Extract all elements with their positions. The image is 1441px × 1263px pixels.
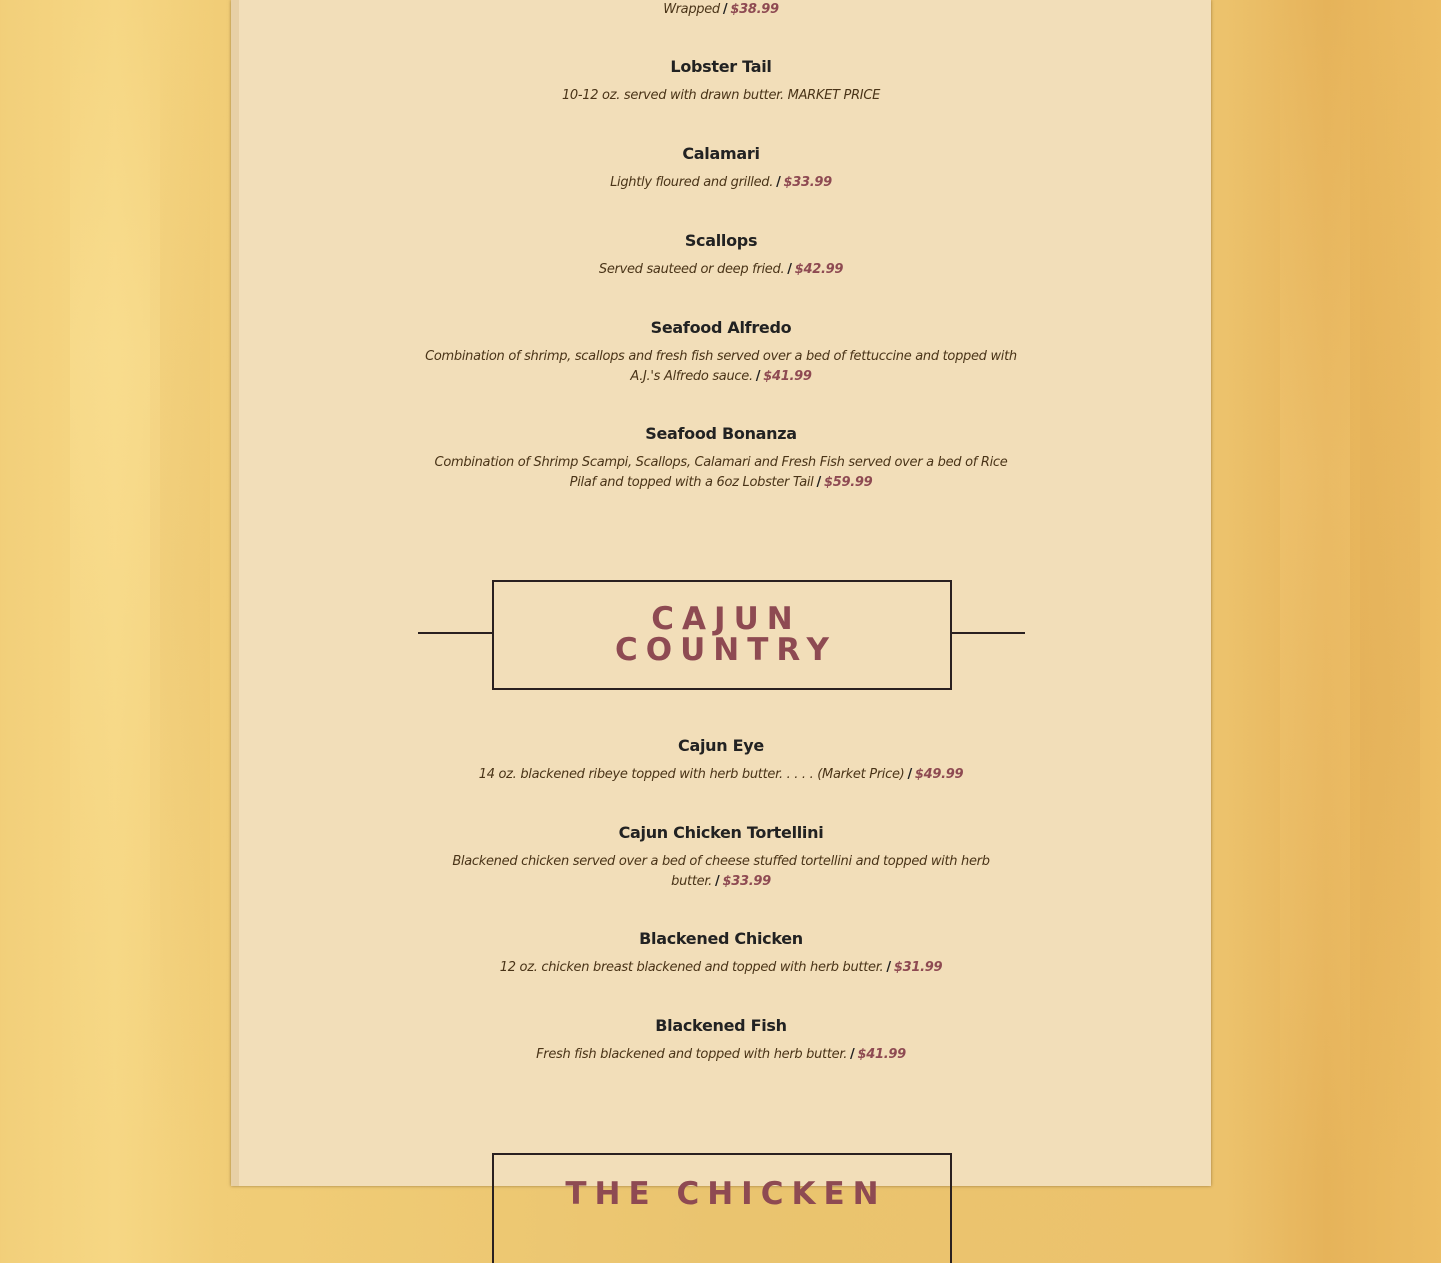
section-header-the-chicken bbox=[418, 1153, 1025, 1212]
menu-item-partial bbox=[231, 0, 1211, 20]
item-price: $31.99 bbox=[893, 960, 943, 975]
item-price: $33.99 bbox=[722, 873, 771, 889]
item-price: $41.99 bbox=[857, 1047, 906, 1062]
item-description: 14 oz. blackened ribeye topped with herb butter. . . . . (Market Price) / $49.99 bbox=[478, 767, 964, 782]
item-name: Cajun Chicken Tortellini bbox=[618, 823, 824, 842]
menu-page bbox=[231, 0, 1211, 1212]
section-title-line2: COUNTRY bbox=[615, 632, 837, 668]
item-description: Lightly floured and grilled. / $33.99 bbox=[610, 175, 832, 190]
menu-item bbox=[231, 57, 1211, 106]
item-price: $38.99 bbox=[730, 2, 779, 17]
section-title-box bbox=[492, 580, 952, 690]
section-title-line1: CAJUN bbox=[651, 601, 801, 637]
item-price: $41.99 bbox=[763, 368, 812, 384]
menu-item bbox=[231, 424, 1211, 492]
item-description: Wrapped / $38.99 bbox=[663, 2, 779, 17]
item-name: Calamari bbox=[682, 144, 760, 163]
price-separator: / bbox=[816, 474, 821, 490]
item-description: 12 oz. chicken breast blackened and topped with herb butter. / $31.99 bbox=[499, 960, 943, 975]
item-price: $42.99 bbox=[794, 262, 844, 277]
background-streak bbox=[70, 0, 160, 1186]
price-separator: / bbox=[850, 1047, 855, 1062]
item-description: Served sauteed or deep fried. / $42.99 bbox=[598, 262, 844, 277]
item-price: $59.99 bbox=[823, 474, 873, 490]
background-streak bbox=[1360, 0, 1420, 1186]
section-header-cajun-country bbox=[418, 580, 1025, 690]
item-name: Lobster Tail bbox=[670, 57, 772, 76]
item-description: Combination of Shrimp Scampi, Scallops, Calamari and Fresh Fish served over a bed of Rice Pilaf and topped with a 6oz Lobster Tail / $59.99 bbox=[434, 455, 1008, 490]
price-separator: / bbox=[715, 873, 720, 889]
menu-item bbox=[231, 144, 1211, 193]
price-separator: / bbox=[907, 767, 912, 782]
item-description: Fresh fish blackened and topped with herb butter. / $41.99 bbox=[536, 1047, 906, 1062]
price-separator: / bbox=[886, 960, 891, 975]
price-separator: / bbox=[787, 262, 792, 277]
item-price: $33.99 bbox=[783, 175, 832, 190]
item-name: Blackened Chicken bbox=[639, 929, 803, 948]
item-description: 10-12 oz. served with drawn butter. MARKET PRICE bbox=[561, 88, 881, 103]
menu-item bbox=[231, 823, 1211, 891]
item-description: Blackened chicken served over a bed of cheese stuffed tortellini and topped with herb butter. / $33.99 bbox=[452, 854, 990, 889]
item-name: Seafood Alfredo bbox=[650, 318, 792, 337]
background-streak bbox=[150, 0, 210, 1186]
item-name: Seafood Bonanza bbox=[645, 424, 797, 443]
price-separator: / bbox=[776, 175, 781, 190]
background-streak bbox=[1280, 0, 1350, 1186]
divider-line-left bbox=[418, 632, 493, 634]
menu-item bbox=[231, 929, 1211, 978]
menu-item bbox=[231, 231, 1211, 280]
menu-item bbox=[231, 736, 1211, 785]
divider-line-right bbox=[951, 632, 1025, 634]
item-price: $49.99 bbox=[914, 767, 964, 782]
menu-item bbox=[231, 1016, 1211, 1065]
section-title-line1: THE CHICKEN bbox=[565, 1176, 887, 1212]
price-separator: / bbox=[722, 2, 728, 17]
item-name: Cajun Eye bbox=[678, 736, 764, 755]
price-separator: / bbox=[755, 368, 761, 384]
item-description: Combination of shrimp, scallops and fresh fish served over a bed of fettuccine and topped with A.J.'s Alfredo sauce. / $41.99 bbox=[425, 349, 1017, 384]
item-name: Blackened Fish bbox=[655, 1016, 787, 1035]
menu-item bbox=[231, 318, 1211, 386]
item-name: Scallops bbox=[684, 231, 758, 250]
section-title-box bbox=[492, 1153, 952, 1263]
